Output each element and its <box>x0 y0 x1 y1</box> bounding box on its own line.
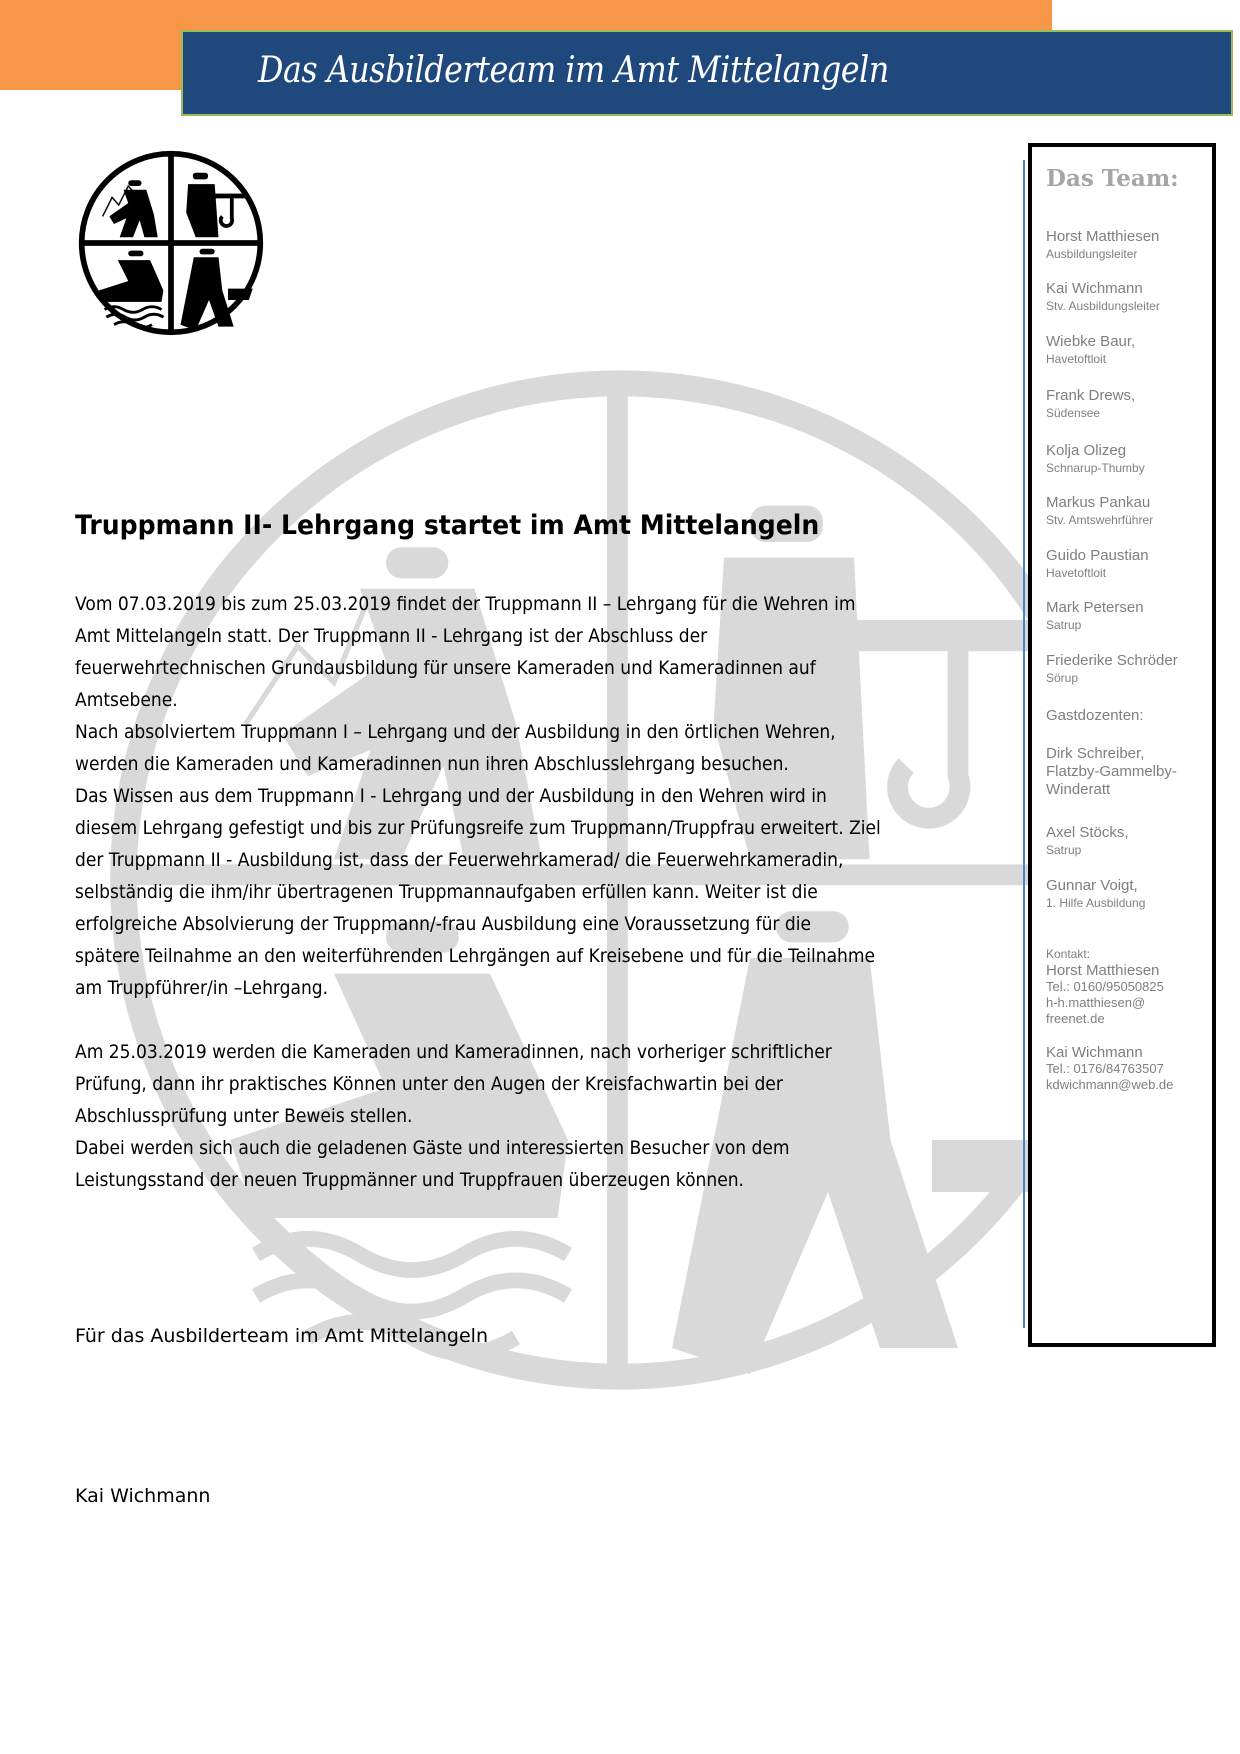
contact-email-domain[interactable]: freenet.de <box>1046 1011 1105 1026</box>
team-member <box>1046 387 1135 421</box>
contact-name: Kai Wichmann <box>1046 1044 1143 1061</box>
contact-name: Horst Matthiesen <box>1046 962 1160 979</box>
team-member <box>1046 652 1178 686</box>
body-line: Das Wissen aus dem Truppmann I - Lehrgang und der Ausbildung in den Wehren wird in <box>75 785 827 807</box>
member-name: Wiebke Baur, <box>1046 333 1136 350</box>
body-line: werden die Kameraden und Kameradinnen nun ihren Abschlusslehrgang besuchen. <box>75 753 789 775</box>
body-line: Amtsebene. <box>75 689 178 711</box>
team-title: Das Team: <box>1046 165 1179 192</box>
member-role: Havetoftloit <box>1046 352 1107 366</box>
contact-entry <box>1046 1044 1173 1093</box>
body-line: Am 25.03.2019 werden die Kameraden und Kameradinnen, nach vorheriger schriftlicher <box>75 1041 832 1063</box>
member-name: Friederike Schröder <box>1046 652 1178 669</box>
member-name: Kolja Olizeg <box>1046 442 1127 459</box>
guest-lecturer <box>1046 877 1145 911</box>
member-role: Schnarup-Thumby <box>1046 461 1145 475</box>
header-title-box <box>181 30 1233 116</box>
signature: Kai Wichmann <box>75 1485 211 1507</box>
body-line: diesem Lehrgang gefestigt und bis zur Prüfungsreife zum Truppmann/Truppfrau erweitert. Ziel <box>75 817 881 839</box>
member-name: Horst Matthiesen <box>1046 228 1160 245</box>
firefighter-emblem-icon <box>76 148 266 338</box>
guest-lecturers-label: Gastdozenten: <box>1046 707 1144 724</box>
body-line: Abschlussprüfung unter Beweis stellen. <box>75 1105 413 1127</box>
team-member <box>1046 442 1145 476</box>
body-line: Leistungsstand der neuen Truppmänner und Truppfrauen überzeugen können. <box>75 1169 745 1191</box>
body-line: Prüfung, dann ihr praktisches Können unter den Augen der Kreisfachwartin bei der <box>75 1073 783 1095</box>
member-name: Guido Paustian <box>1046 547 1149 564</box>
guest-line: Winderatt <box>1046 781 1111 798</box>
article-headline: Truppmann II- Lehrgang startet im Amt Mittelangeln <box>75 510 820 541</box>
guest-role: 1. Hilfe Ausbildung <box>1046 896 1146 910</box>
member-name: Mark Petersen <box>1046 599 1144 616</box>
page-title: Das Ausbilderteam im Amt Mittelangeln <box>258 50 889 91</box>
sidebar-accent-line <box>1023 160 1025 1328</box>
guest-line: Flatzby-Gammelby- <box>1046 763 1177 780</box>
guest-name: Gunnar Voigt, <box>1046 877 1138 894</box>
contact-email[interactable]: h-h.matthiesen@ <box>1046 995 1146 1010</box>
team-member <box>1046 228 1159 262</box>
body-line: der Truppmann II - Ausbildung ist, dass der Feuerwehrkamerad/ die Feuerwehrkameradin, <box>75 849 844 871</box>
member-name: Kai Wichmann <box>1046 280 1143 297</box>
member-role: Satrup <box>1046 618 1082 632</box>
team-sidebar <box>1028 143 1216 1347</box>
guest-lecturer <box>1046 745 1177 799</box>
team-member <box>1046 333 1135 367</box>
member-name: Markus Pankau <box>1046 494 1151 511</box>
guest-name: Axel Stöcks, <box>1046 824 1129 841</box>
guest-role: Satrup <box>1046 843 1082 857</box>
body-line: Amt Mittelangeln statt. Der Truppmann II - Lehrgang ist der Abschluss der <box>75 625 708 647</box>
body-line: erfolgreiche Absolvierung der Truppmann/-frau Ausbildung eine Voraussetzung für die <box>75 913 812 935</box>
contact-phone: Tel.: 0176/84763507 <box>1046 1061 1164 1076</box>
article-body <box>75 588 975 1196</box>
body-line: Dabei werden sich auch die geladenen Gäste und interessierten Besucher von dem <box>75 1137 790 1159</box>
body-line: feuerwehrtechnischen Grundausbildung für unsere Kameraden und Kameradinnen auf <box>75 657 816 679</box>
paragraph-gap <box>75 1004 975 1036</box>
guest-line: Dirk Schreiber, <box>1046 745 1145 762</box>
team-member <box>1046 280 1160 314</box>
body-line: Nach absolviertem Truppmann I – Lehrgang und der Ausbildung in den örtlichen Wehren, <box>75 721 836 743</box>
member-role: Stv. Ausbildungsleiter <box>1046 299 1160 313</box>
closing-line: Für das Ausbilderteam im Amt Mittelangeln <box>75 1325 488 1347</box>
contact-phone: Tel.: 0160/95050825 <box>1046 979 1164 994</box>
member-role: Havetoftloit <box>1046 566 1107 580</box>
member-name: Frank Drews, <box>1046 387 1136 404</box>
contact-entry <box>1046 962 1164 1027</box>
body-line: am Truppführer/in –Lehrgang. <box>75 977 329 999</box>
guest-lecturer <box>1046 824 1129 858</box>
contact-email[interactable]: kdwichmann@web.de <box>1046 1077 1174 1092</box>
member-role: Südensee <box>1046 406 1101 420</box>
team-member <box>1046 547 1149 581</box>
team-member <box>1046 494 1153 528</box>
member-role: Ausbildungsleiter <box>1046 247 1138 261</box>
member-role: Stv. Amtswehrführer <box>1046 513 1154 527</box>
member-role: Sörup <box>1046 671 1079 685</box>
body-line: Vom 07.03.2019 bis zum 25.03.2019 findet der Truppmann II – Lehrgang für die Wehren im <box>75 593 856 615</box>
contact-label: Kontakt: <box>1046 947 1091 961</box>
team-member <box>1046 599 1144 633</box>
body-line: selbständig die ihm/ihr übertragenen Truppmannaufgaben erfüllen kann. Weiter ist die <box>75 881 818 903</box>
body-line: spätere Teilnahme an den weiterführenden Lehrgängen auf Kreisebene und für die Teilnahme <box>75 945 876 967</box>
